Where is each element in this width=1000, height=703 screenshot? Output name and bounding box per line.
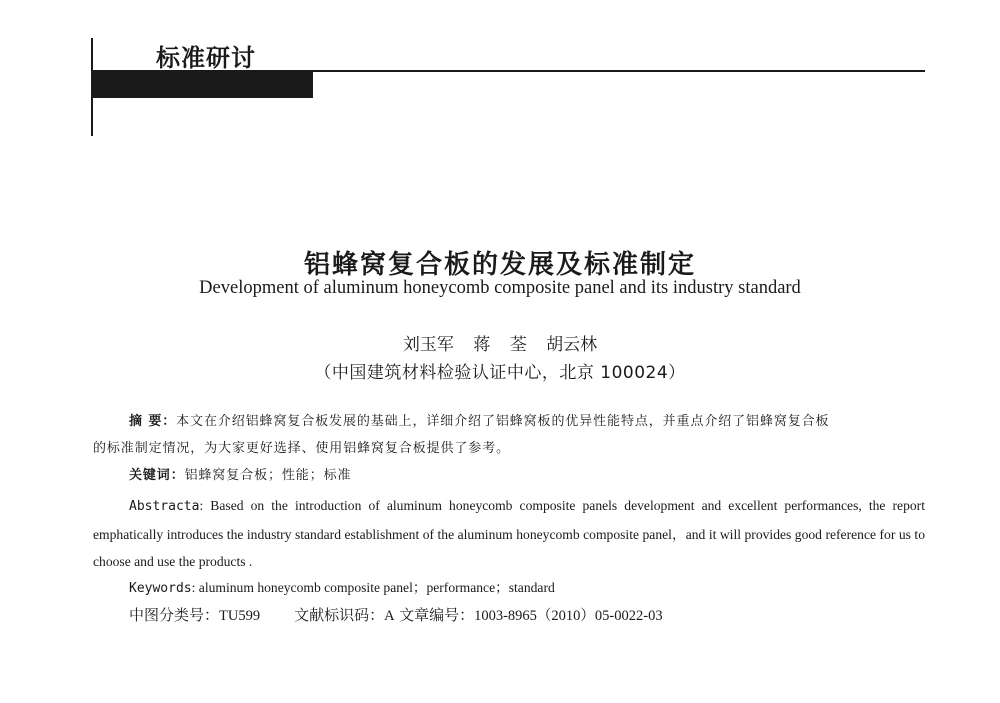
clc-label: 中图分类号： — [129, 606, 220, 624]
affiliation: （中国建筑材料检验认证中心，北京 100024） — [314, 363, 686, 383]
abstract-en — [93, 492, 925, 576]
article-title-zh: 铝蜂窝复合板的发展及标准制定 — [303, 250, 696, 280]
clc-value: TU599 — [219, 608, 261, 624]
author-name: 刘玉军 — [402, 335, 454, 355]
article-no-label: 文章编号： — [399, 606, 475, 624]
abstract-zh — [93, 408, 925, 462]
keywords-zh-label: 关键词： — [129, 468, 185, 483]
authors — [0, 330, 1000, 355]
abstract-zh-text: 本文在介绍铝蜂窝复合板发展的基础上，详细介绍了铝蜂窝板的优异性能特点，并重点介绍了铝蜂窝复合板 — [176, 414, 830, 429]
article-no-value: 1003-8965（2010）05-0022-03 — [474, 608, 663, 624]
header-black-bar — [93, 70, 313, 98]
abstract-en-text: : Based on the introduction of aluminum honeycomb composite panels development and excellent performances, the report emphatically introduces the industry standard establishment of the aluminum honeycomb composite panel，and it will provides good reference for us to choose and use the products . — [93, 498, 925, 569]
article-title-en: Development of aluminum honeycomb composite panel and its industry standard — [199, 278, 801, 298]
doc-code-value: A — [384, 608, 395, 624]
section-title: 标准研讨 — [156, 44, 256, 72]
keywords-en — [129, 576, 555, 596]
keywords-zh — [129, 462, 351, 489]
keywords-en-text: : aluminum honeycomb composite panel；performance；standard — [191, 580, 555, 595]
doc-code-label: 文献标识码： — [294, 606, 385, 624]
author-name: 蒋 荃 — [473, 335, 527, 355]
author-name: 胡云林 — [546, 335, 598, 355]
abstract-zh-text: 的标准制定情况，为大家更好选择、使用铝蜂窝复合板提供了参考。 — [93, 441, 511, 456]
abstract-zh-label: 摘 要： — [129, 414, 177, 429]
classification-line — [129, 604, 663, 625]
abstract-en-label: Abstracta — [129, 499, 200, 514]
keywords-zh-text: 铝蜂窝复合板；性能；标准 — [184, 468, 352, 483]
keywords-en-label: Keywords — [129, 581, 192, 596]
